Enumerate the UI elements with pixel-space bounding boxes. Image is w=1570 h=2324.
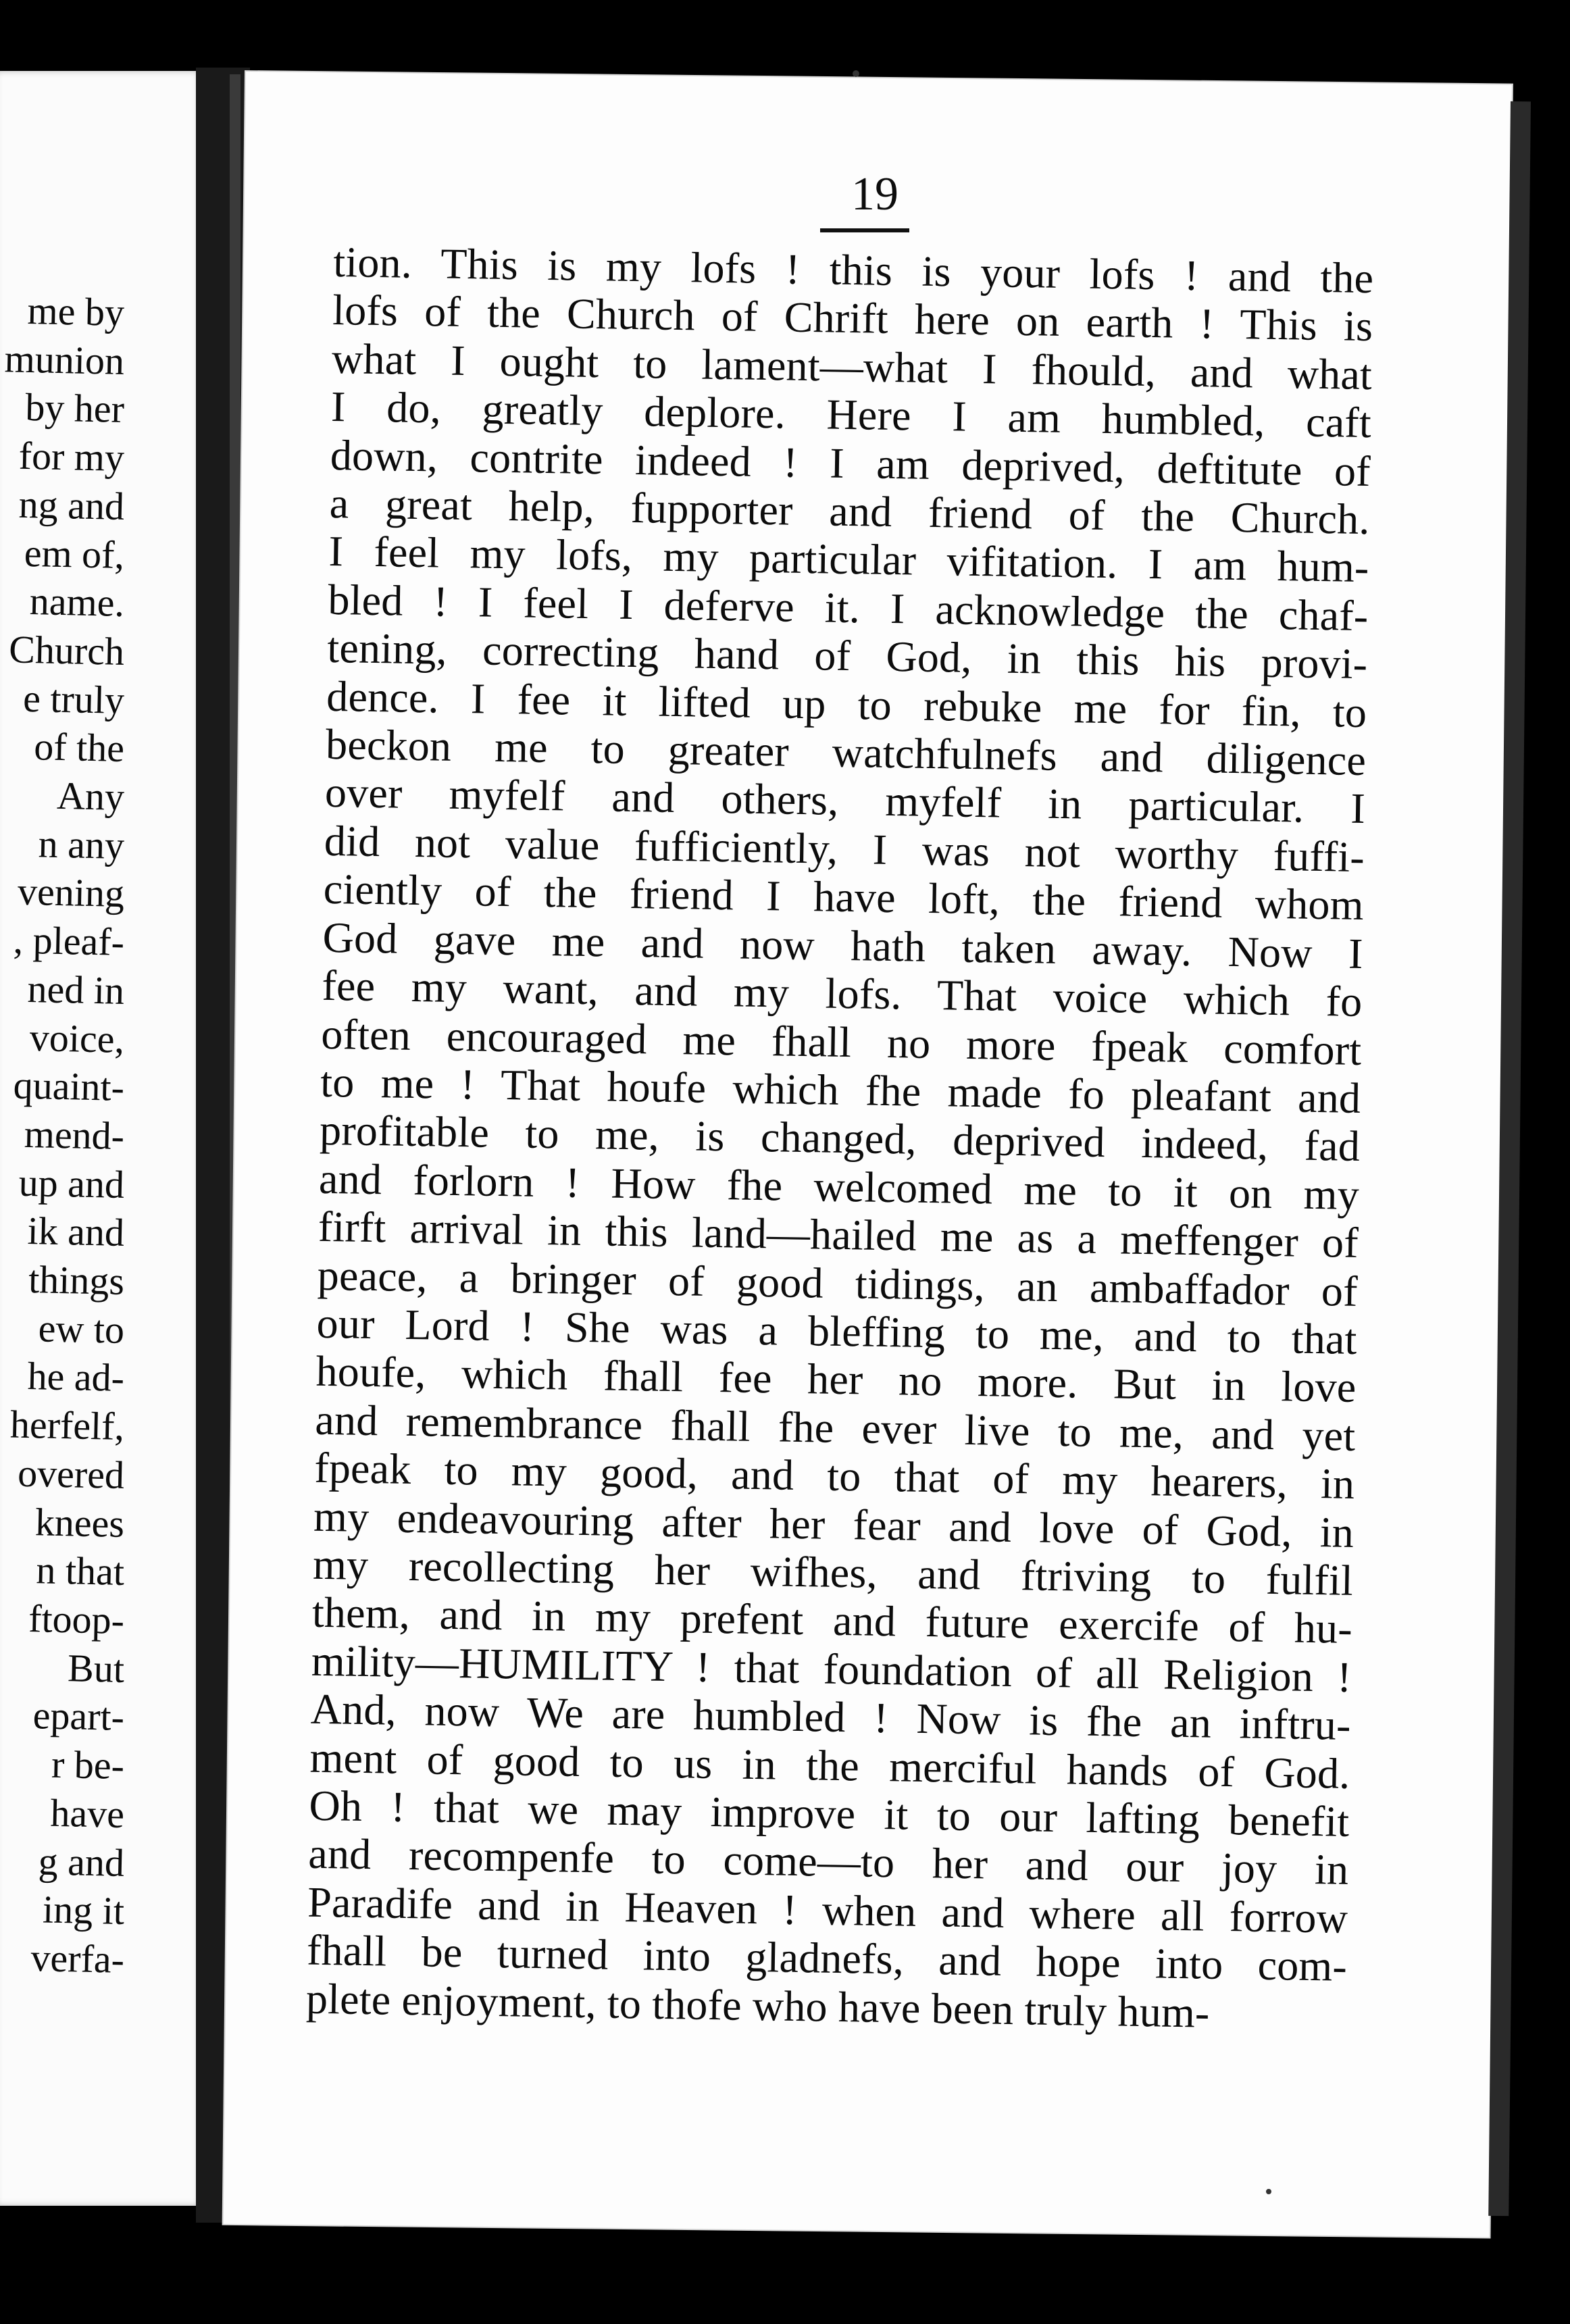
text-line: and recompenfe to come—to her and our joy in [307,1829,1349,1894]
left-page-line: But [67,1645,125,1691]
text-line: fpeak to my good, and to that of my hearers, in [313,1443,1355,1509]
left-page-line: overed [17,1450,125,1497]
ink-speck [1266,2189,1271,2194]
left-page-line: mend- [24,1111,125,1158]
text-line: Paradife and in Heaven ! when and where all forrow [307,1877,1348,1942]
left-page-line: ew to [38,1306,125,1352]
left-page-line: for my [18,433,125,480]
text-line: often encouraged me fhall no more fpeak comfort [320,1009,1362,1074]
text-line: I do, greatly deplore. Here I am humbled, caft [330,382,1372,447]
text-line: plete enjoyment, to thofe who have been truly hum- [305,1974,1211,2037]
text-line: I feel my lofs, my particular vifitation. I am hum- [328,527,1370,592]
left-page-line: herfelf, [9,1402,125,1449]
text-line: my recollecting her wifhes, and ftriving to fulfil [312,1540,1354,1605]
text-line: dence. I fee it lifted up to rebuke me for fin, to [326,672,1367,736]
text-line: Oh ! that we may improve it to our lafting benefit [308,1781,1350,1846]
left-page-line: quaint- [13,1063,125,1110]
left-page-line: me by [26,288,125,334]
left-page-line: n any [38,822,125,867]
text-line: fee my want, and my lofs. That voice which fo [322,961,1363,1026]
left-page-line: ng and [18,482,125,528]
text-line: what I ought to lament—what I fhould, and what [331,334,1373,399]
left-page-line: epart- [32,1693,125,1740]
text-line: God gave me and now hath taken away. Now I [322,913,1364,978]
left-page-line: em of, [24,530,125,577]
left-page-line: munion [4,336,125,383]
page-number-rule [820,228,909,232]
left-page-line: vening [17,869,125,916]
text-line: beckon me to greater watchfulnefs and diligence [325,719,1367,785]
left-page-line: voice, [29,1015,125,1061]
text-line: did not value fufficiently, I was not worthy fuffi- [324,816,1365,881]
left-page-line: , pleaf- [13,917,125,965]
text-line: ciently of the friend I have loft, the friend whom [323,865,1365,930]
text-line: tening, correcting hand of God, in this his provi- [326,624,1368,688]
text-line: my endeavouring after her fear and love of God, in [313,1492,1354,1557]
left-page-line: ftoop- [28,1596,125,1642]
text-line: fhall be turned into gladnefs, and hope into com- [306,1925,1348,1991]
left-page-text-fragments [0,288,124,1984]
left-page-line: g and [38,1838,125,1885]
page-number: 19 [851,168,898,220]
text-line: to me ! That houfe which fhe made fo pleafant and [320,1057,1361,1122]
left-page-line: name. [29,579,125,626]
left-page-line: knees [34,1499,125,1546]
left-page-line: up and [18,1160,125,1207]
ink-speck [853,70,859,77]
text-line: down, contrite indeed ! I am deprived, deftitute of [330,430,1371,495]
left-page-line: verfa- [30,1936,125,1981]
text-line: a great help, fupporter and friend of the Church. [329,478,1371,544]
left-page-line: e truly [22,676,125,722]
left-page-line: of the [33,724,125,771]
text-line: bled ! I feel I deferve it. I acknowledge the chaf- [328,575,1369,640]
left-page-line: Church [8,627,125,674]
left-page-line: r be- [51,1742,125,1788]
text-line: tion. This is my lofs ! this is your lofs ! and the [332,238,1374,303]
text-line: profitable to me, is changed, deprived indeed, fad [319,1106,1361,1171]
text-line: and remembrance fhall fhe ever live to me, and yet [314,1395,1356,1460]
left-page-line: n that [35,1548,125,1594]
text-line: mility—HUMILITY ! that foundation of all Religion ! [311,1636,1352,1701]
left-page-line: things [28,1257,125,1304]
text-line: firft arrival in this land—hailed me as a meffenger of [318,1202,1359,1267]
text-line: them, and in my prefent and future exercife of hu- [311,1588,1353,1653]
text-line: and forlorn ! How fhe welcomed me to it on my [318,1154,1360,1219]
left-page-line: have [49,1790,125,1836]
left-facing-page [0,71,203,2206]
main-text-block [306,238,1374,2039]
left-page-line: Any [56,773,125,819]
text-line: ment of good to us in the merciful hands of God. [309,1733,1351,1798]
left-page-line: he ad- [27,1354,125,1400]
text-line: over myfelf and others, myfelf in particular. I [324,768,1366,833]
text-line: And, now We are humbled ! Now is fhe an inftru- [310,1684,1352,1750]
left-page-line: ik and [26,1209,125,1255]
left-page-line: ing it [42,1887,125,1934]
text-line: our Lord ! She was a bleffing to me, and to that [316,1298,1358,1363]
text-line: peace, a bringer of good tidings, an ambaffador of [317,1251,1359,1315]
text-line: houfe, which fhall fee her no more. But in love [315,1347,1357,1412]
left-page-line: ned in [26,966,125,1013]
left-page-line: by her [24,385,125,432]
text-line: lofs of the Church of Chrift here on earth ! This is [332,286,1373,351]
